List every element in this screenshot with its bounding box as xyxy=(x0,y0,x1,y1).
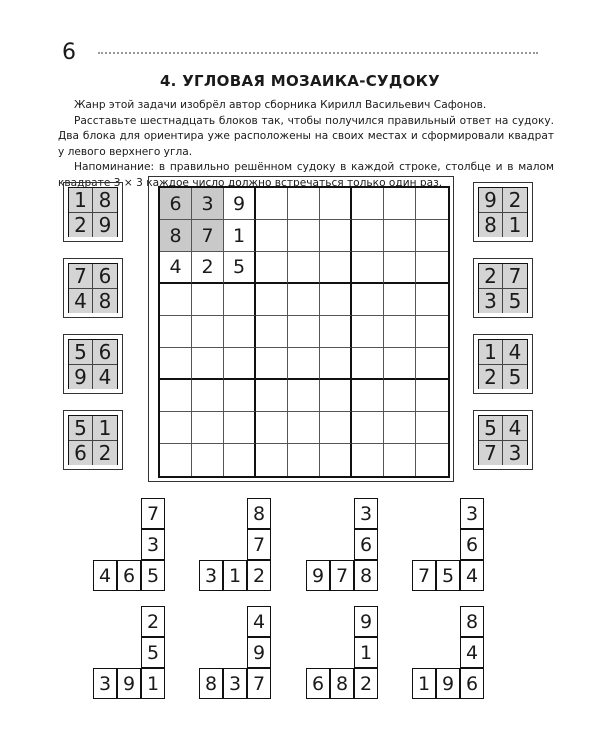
sudoku-cell[interactable] xyxy=(384,380,416,412)
sudoku-cell[interactable] xyxy=(160,316,192,348)
sudoku-cell[interactable] xyxy=(320,444,352,476)
sudoku-cell[interactable] xyxy=(288,412,320,444)
l-piece-digit: 8 xyxy=(247,498,271,529)
sudoku-cell[interactable] xyxy=(288,316,320,348)
l-piece-digit: 2 xyxy=(354,668,378,699)
sudoku-cell[interactable] xyxy=(320,380,352,412)
l-piece-digit: 6 xyxy=(306,668,330,699)
l-piece-digit: 8 xyxy=(330,668,354,699)
sudoku-cell[interactable]: 1 xyxy=(224,220,256,252)
tile-digit: 8 xyxy=(93,289,117,313)
l-piece-digit: 4 xyxy=(460,637,484,668)
tile-grid xyxy=(478,339,528,389)
tile-digit: 3 xyxy=(503,441,527,465)
l-piece-digit: 1 xyxy=(412,668,436,699)
sudoku-cell[interactable] xyxy=(384,412,416,444)
sudoku-cell[interactable] xyxy=(192,380,224,412)
tile-digit: 9 xyxy=(479,188,503,213)
tile-digit: 7 xyxy=(69,264,93,289)
l-piece-digit: 4 xyxy=(247,606,271,637)
sudoku-board xyxy=(148,176,454,482)
sudoku-cell[interactable] xyxy=(384,284,416,316)
page-number: 6 xyxy=(62,40,76,65)
sudoku-cell[interactable] xyxy=(320,188,352,220)
tile-digit: 8 xyxy=(93,188,117,213)
sudoku-cell[interactable] xyxy=(192,412,224,444)
l-piece-digit: 3 xyxy=(141,529,165,560)
sudoku-cell[interactable] xyxy=(160,380,192,412)
left-tile[interactable] xyxy=(63,258,123,318)
sudoku-cell[interactable] xyxy=(320,284,352,316)
sudoku-cell[interactable] xyxy=(192,316,224,348)
l-piece[interactable] xyxy=(412,606,514,704)
l-piece-digit: 9 xyxy=(247,637,271,668)
sudoku-cell[interactable]: 3 xyxy=(192,188,224,220)
tile-digit: 5 xyxy=(69,340,93,365)
l-piece-digit: 4 xyxy=(460,560,484,591)
l-piece-digit: 8 xyxy=(354,560,378,591)
l-piece-digit: 3 xyxy=(223,668,247,699)
sudoku-cell[interactable] xyxy=(224,444,256,476)
l-piece-digit: 6 xyxy=(460,529,484,560)
sudoku-cell[interactable] xyxy=(352,220,384,252)
sudoku-cell[interactable] xyxy=(256,316,288,348)
sudoku-cell[interactable] xyxy=(224,348,256,380)
l-piece-digit: 2 xyxy=(247,560,271,591)
sudoku-cell[interactable] xyxy=(320,348,352,380)
sudoku-cell[interactable] xyxy=(256,444,288,476)
l-piece[interactable] xyxy=(412,498,514,596)
l-piece-digit: 9 xyxy=(306,560,330,591)
l-piece-digit: 3 xyxy=(354,498,378,529)
right-tile[interactable] xyxy=(473,334,533,394)
sudoku-cell[interactable] xyxy=(160,444,192,476)
l-piece[interactable] xyxy=(93,498,195,596)
l-piece-digit: 3 xyxy=(460,498,484,529)
sudoku-cell[interactable] xyxy=(352,252,384,284)
tile-digit: 7 xyxy=(503,264,527,289)
l-piece[interactable] xyxy=(199,606,301,704)
l-piece[interactable] xyxy=(199,498,301,596)
tile-grid xyxy=(478,263,528,313)
sudoku-cell[interactable] xyxy=(192,348,224,380)
tile-digit: 6 xyxy=(93,264,117,289)
sudoku-cell[interactable] xyxy=(288,252,320,284)
sudoku-cell[interactable] xyxy=(288,220,320,252)
sudoku-cell[interactable] xyxy=(416,252,448,284)
sudoku-cell[interactable] xyxy=(256,252,288,284)
sudoku-cell[interactable]: 4 xyxy=(160,252,192,284)
tile-grid xyxy=(68,415,118,465)
sudoku-cell[interactable] xyxy=(288,348,320,380)
sudoku-cell[interactable] xyxy=(384,252,416,284)
tile-digit: 5 xyxy=(479,416,503,441)
tile-digit: 4 xyxy=(69,289,93,313)
tile-digit: 2 xyxy=(479,365,503,389)
sudoku-cell[interactable] xyxy=(384,188,416,220)
sudoku-cell[interactable] xyxy=(256,380,288,412)
l-piece-digit: 9 xyxy=(436,668,460,699)
sudoku-cell[interactable] xyxy=(352,348,384,380)
sudoku-cell[interactable]: 7 xyxy=(192,220,224,252)
sudoku-cell[interactable] xyxy=(320,220,352,252)
l-piece-digit: 8 xyxy=(199,668,223,699)
sudoku-cell[interactable]: 2 xyxy=(192,252,224,284)
sudoku-cell[interactable] xyxy=(192,444,224,476)
tile-digit: 2 xyxy=(93,441,117,465)
l-piece-digit: 4 xyxy=(93,560,117,591)
l-piece-digit: 7 xyxy=(412,560,436,591)
sudoku-cell[interactable] xyxy=(160,348,192,380)
l-piece-digit: 3 xyxy=(199,560,223,591)
left-tile[interactable] xyxy=(63,410,123,470)
sudoku-cell[interactable]: 6 xyxy=(160,188,192,220)
sudoku-cell[interactable] xyxy=(224,412,256,444)
l-piece-digit: 5 xyxy=(141,560,165,591)
sudoku-cell[interactable] xyxy=(288,380,320,412)
tile-digit: 4 xyxy=(503,340,527,365)
tile-digit: 2 xyxy=(503,188,527,213)
l-piece-digit: 9 xyxy=(117,668,141,699)
tile-digit: 5 xyxy=(69,416,93,441)
tile-grid xyxy=(68,187,118,237)
l-piece[interactable] xyxy=(306,498,408,596)
tile-grid xyxy=(68,339,118,389)
l-piece-digit: 3 xyxy=(93,668,117,699)
sudoku-cell[interactable]: 8 xyxy=(160,220,192,252)
right-tile[interactable] xyxy=(473,258,533,318)
sudoku-cell[interactable] xyxy=(384,348,416,380)
l-piece-digit: 1 xyxy=(223,560,247,591)
tile-digit: 5 xyxy=(503,365,527,389)
sudoku-cell[interactable] xyxy=(352,444,384,476)
l-piece-digit: 7 xyxy=(247,668,271,699)
sudoku-cell[interactable] xyxy=(320,412,352,444)
l-piece[interactable] xyxy=(306,606,408,704)
dotted-rule xyxy=(98,52,538,54)
sudoku-cell[interactable] xyxy=(352,188,384,220)
sudoku-cell[interactable] xyxy=(288,284,320,316)
l-piece-digit: 5 xyxy=(141,637,165,668)
left-tile[interactable] xyxy=(63,334,123,394)
sudoku-cell[interactable] xyxy=(288,188,320,220)
l-piece-digit: 7 xyxy=(141,498,165,529)
tile-digit: 7 xyxy=(479,441,503,465)
right-tile[interactable] xyxy=(473,410,533,470)
sudoku-cell[interactable] xyxy=(416,380,448,412)
page-title: 4. УГЛОВАЯ МОЗАИКА-СУДОКУ xyxy=(159,72,441,90)
tile-digit: 3 xyxy=(479,289,503,313)
sudoku-cell[interactable] xyxy=(352,284,384,316)
sudoku-cell[interactable] xyxy=(384,220,416,252)
tile-digit: 8 xyxy=(479,213,503,237)
sudoku-cell[interactable] xyxy=(160,284,192,316)
intro-paragraph: Напоминание: в правильно решённом судоку в каждой строке, столбце и в малом квадрате 3 × 3 каждое число должно встречаться только один раз. xyxy=(58,161,554,189)
sudoku-cell[interactable]: 5 xyxy=(224,252,256,284)
l-piece-digit: 7 xyxy=(247,529,271,560)
sudoku-cell[interactable] xyxy=(256,188,288,220)
tile-digit: 9 xyxy=(69,365,93,389)
sudoku-cell[interactable] xyxy=(416,348,448,380)
sudoku-cell[interactable] xyxy=(256,348,288,380)
sudoku-cell[interactable] xyxy=(320,252,352,284)
right-tile[interactable] xyxy=(473,182,533,242)
l-piece-digit: 6 xyxy=(354,529,378,560)
l-piece-digit: 9 xyxy=(354,606,378,637)
tile-digit: 9 xyxy=(93,213,117,237)
tile-digit: 6 xyxy=(69,441,93,465)
sudoku-cell[interactable] xyxy=(416,412,448,444)
sudoku-cell[interactable] xyxy=(416,316,448,348)
tile-digit: 4 xyxy=(503,416,527,441)
sudoku-cell[interactable] xyxy=(256,412,288,444)
intro-paragraph: Жанр этой задачи изобрёл автор сборника Кирилл Васильевич Сафонов. xyxy=(74,99,487,111)
sudoku-cell[interactable] xyxy=(192,284,224,316)
tile-grid xyxy=(68,263,118,313)
sudoku-cell[interactable] xyxy=(352,380,384,412)
tile-digit: 1 xyxy=(69,188,93,213)
sudoku-cell[interactable] xyxy=(320,316,352,348)
l-piece-digit: 7 xyxy=(330,560,354,591)
intro-paragraph: Расставьте шестнадцать блоков так, чтобы получился правильный ответ на судоку. Два блока для ориентира уже расположены на своих местах и сформировали квадрат у левого верхнего угла. xyxy=(58,114,554,158)
tile-digit: 2 xyxy=(69,213,93,237)
l-piece-digit: 5 xyxy=(436,560,460,591)
sudoku-cell[interactable] xyxy=(416,444,448,476)
tile-grid xyxy=(478,187,528,237)
tile-digit: 4 xyxy=(93,365,117,389)
sudoku-cell[interactable] xyxy=(416,188,448,220)
tile-digit: 5 xyxy=(503,289,527,313)
sudoku-cell[interactable]: 9 xyxy=(224,188,256,220)
sudoku-cell[interactable] xyxy=(224,284,256,316)
l-piece-digit: 6 xyxy=(460,668,484,699)
tile-digit: 1 xyxy=(503,213,527,237)
tile-digit: 2 xyxy=(479,264,503,289)
l-piece-digit: 8 xyxy=(460,606,484,637)
l-piece-digit: 6 xyxy=(117,560,141,591)
sudoku-cell[interactable] xyxy=(352,412,384,444)
l-piece-digit: 1 xyxy=(141,668,165,699)
sudoku-cell[interactable] xyxy=(416,220,448,252)
sudoku-cell[interactable] xyxy=(224,380,256,412)
l-piece[interactable] xyxy=(93,606,195,704)
tile-digit: 1 xyxy=(93,416,117,441)
sudoku-cell[interactable] xyxy=(160,412,192,444)
sudoku-grid xyxy=(158,186,450,478)
sudoku-cell[interactable] xyxy=(288,444,320,476)
tile-grid xyxy=(478,415,528,465)
l-piece-digit: 1 xyxy=(354,637,378,668)
sudoku-cell[interactable] xyxy=(224,316,256,348)
sudoku-cell[interactable] xyxy=(384,444,416,476)
tile-digit: 6 xyxy=(93,340,117,365)
tile-digit: 1 xyxy=(479,340,503,365)
l-piece-digit: 2 xyxy=(141,606,165,637)
sudoku-cell[interactable] xyxy=(256,220,288,252)
sudoku-cell[interactable] xyxy=(384,316,416,348)
sudoku-cell[interactable] xyxy=(352,316,384,348)
left-tile[interactable] xyxy=(63,182,123,242)
sudoku-cell[interactable] xyxy=(256,284,288,316)
sudoku-cell[interactable] xyxy=(416,284,448,316)
